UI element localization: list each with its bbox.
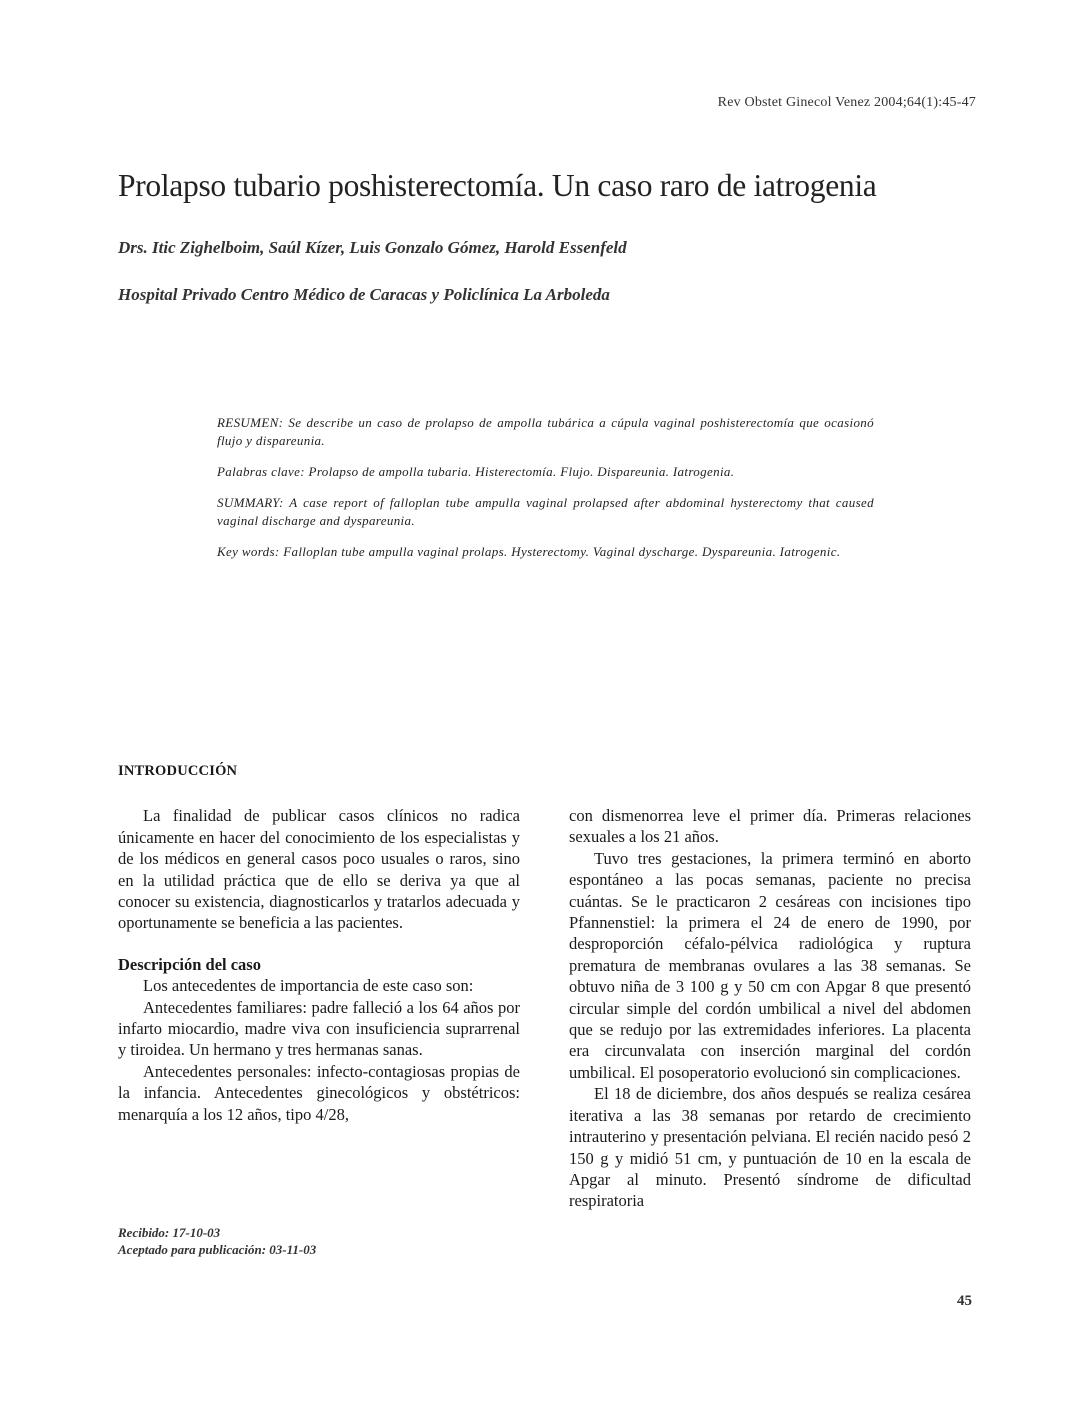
article-title: Prolapso tubario poshisterectomía. Un caso raro de iatrogenia bbox=[118, 168, 877, 203]
intro-paragraph: La finalidad de publicar casos clínicos no radica únicamente en hacer del conocimiento de los especialistas y de los médicos en general casos poco usuales o raros, sino en la utilidad práctica que de ello se deriva ya que al conocer su existencia, diagnosticarlos y tratarlos adecuada y oportunamente se beneficia a las pacientes. bbox=[118, 806, 520, 933]
received-date: Recibido: 17-10-03 bbox=[118, 1225, 221, 1240]
resumen: RESUMEN: Se describe un caso de prolapso de ampolla tubárica a cúpula vaginal poshisterectomía que ocasionó flujo y dispareunia. bbox=[217, 415, 874, 448]
page-number: 45 bbox=[957, 1293, 972, 1309]
body-paragraph: Tuvo tres gestaciones, la primera terminó en aborto espontáneo a las pocas semanas, paciente no precisa cuántas. Se le practicaron 2 cesáreas con incisiones tipo Pfannenstiel: la primera el 24 de enero de 1990, por desproporción céfalo-pélvica radiológica y ruptura prematura de membranas ovulares a las 38 semanas. Se obtuvo niña de 3 100 g y 50 cm con Apgar 8 que presentó circular simple del cordón umbilical a nivel del abdomen que se redujo por las extremidades inferiores. La placenta era circunvalata con inserción marginal del cordón umbilical. El posoperatorio evolucionó sin complicaciones. bbox=[569, 848, 971, 1082]
running-head: Rev Obstet Ginecol Venez 2004;64(1):45-47 bbox=[717, 95, 976, 110]
affiliation: Hospital Privado Centro Médico de Caracas y Policlínica La Arboleda bbox=[118, 285, 610, 304]
body-paragraph: El 18 de diciembre, dos años después se realiza cesárea iterativa a las 38 semanas por retardo de crecimiento intrauterino y presentación pelviana. El recién nacido pesó 2 150 g y midió 51 cm, y puntuación de 10 en la escala de Apgar al minuto. Presentó síndrome de dificultad respiratoria bbox=[569, 1084, 971, 1211]
authors: Drs. Itic Zighelboim, Saúl Kízer, Luis Gonzalo Gómez, Harold Essenfeld bbox=[118, 238, 627, 257]
abstract-block bbox=[217, 414, 874, 574]
palabras-clave: Palabras clave: Prolapso de ampolla tubaria. Histerectomía. Flujo. Dispareunia. Iatrogenia. bbox=[217, 464, 735, 479]
case-paragraph: Los antecedentes de importancia de este caso son: bbox=[143, 976, 474, 996]
right-column bbox=[569, 805, 971, 1212]
dates-block bbox=[118, 1224, 316, 1258]
body-paragraph: con dismenorrea leve el primer día. Primeras relaciones sexuales a los 21 años. bbox=[569, 806, 971, 847]
accepted-date: Aceptado para publicación: 03-11-03 bbox=[118, 1242, 317, 1257]
case-paragraph: Antecedentes familiares: padre falleció a los 64 años por infarto miocardio, madre viva con insuficiencia suprarrenal y tiroidea. Un hermano y tres hermanas sanas. bbox=[118, 997, 520, 1060]
intro-heading: INTRODUCCIÓN bbox=[118, 763, 238, 779]
key-words: Key words: Falloplan tube ampulla vaginal prolaps. Hysterectomy. Vaginal dyscharge. Dyspareunia. Iatrogenic. bbox=[217, 544, 841, 559]
summary: SUMMARY: A case report of falloplan tube ampulla vaginal prolapsed after abdominal hysterectomy that caused vaginal discharge and dyspareunia. bbox=[217, 495, 874, 528]
case-paragraph: Antecedentes personales: infecto-contagiosas propias de la infancia. Antecedentes ginecológicos y obstétricos: menarquía a los 12 años, tipo 4/28, bbox=[118, 1061, 520, 1124]
left-column bbox=[118, 761, 520, 1125]
case-heading: Descripción del caso bbox=[118, 954, 261, 974]
